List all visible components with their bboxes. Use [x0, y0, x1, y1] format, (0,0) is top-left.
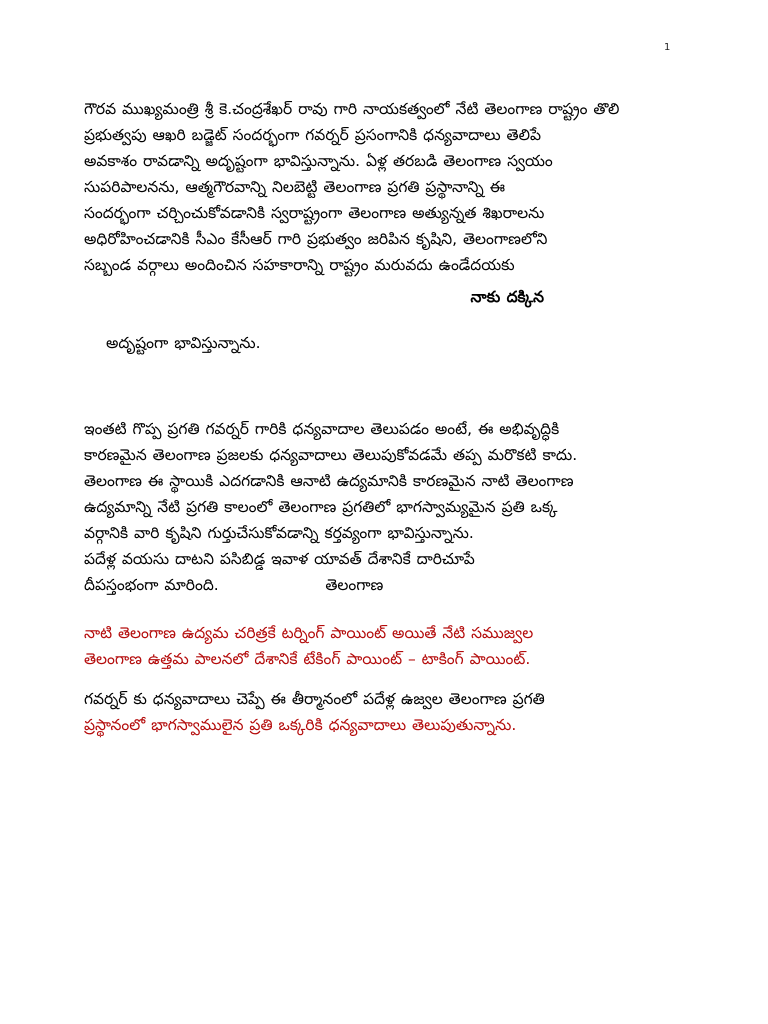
text-line: తెలంగాణ ఈ స్థాయికి ఎదగడానికి ఆనాటి ఉద్యమానికి కారణమైన నాటి తెలంగాణ [84, 472, 574, 490]
text-line: ప్రస్థానంలో భాగస్వాములైన ప్రతి ఒక్కరికి ధన్యవాదాలు తెలుపుతున్నాను. [84, 716, 517, 734]
text-line: ఇంతటి గొప్ప ప్రగతి గవర్నర్ గారికి ధన్యవాదాల తెలుపడం అంటే, ఈ అభివృద్ధికి [84, 420, 560, 438]
paragraph-highlight-red [84, 620, 684, 672]
text-line: ఉద్యమాన్ని నేటి ప్రగతి కాలంలో తెలంగాణ ప్రగతిలో భాగస్వామ్యమైన ప్రతి ఒక్క [84, 498, 558, 516]
text-line: పదేళ్ల వయసు దాటని పసిబిడ్డ ఇవాళ యావత్ దేశానికే దారిచూపే [84, 550, 475, 568]
page-number: 1 [664, 42, 671, 53]
text-line: అవకాశం రావడాన్ని అదృష్టంగా భావిస్తున్నాను. ఏళ్ల తరబడి తెలంగాణ స్వయం [84, 152, 553, 170]
paragraph-closing [84, 686, 684, 738]
paragraph-thanks [84, 416, 684, 598]
text-line: గవర్నర్ కు ధన్యవాదాలు చెప్పే ఈ తీర్మానంలో పదేళ్ల ఉజ్వల తెలంగాణ ప్రగతి [84, 690, 545, 708]
text-line: వర్గానికి వారి కృషిని గుర్తుచేసుకోవడాన్ని కర్తవ్యంగా భావిస్తున్నాను. [84, 524, 474, 542]
text-line: దీపస్తంభంగా మారింది. తెలంగాణ [84, 576, 384, 594]
text-line: సందర్భంగా చర్చించుకోవడానికి స్వరాష్ట్రంగా తెలంగాణ అత్యున్నత శిఖరాలను [84, 204, 545, 222]
text-line: అధిరోహించడానికి సీఎం కేసీఆర్ గారి ప్రభుత్వం జరిపిన కృషిని, తెలంగాణలోని [84, 230, 548, 248]
text-line: గౌరవ ముఖ్యమంత్రి శ్రీ కె.చంద్రశేఖర్ రావు గారి నాయకత్వంలో నేటి తెలంగాణ రాష్ట్రం తొలి [84, 100, 620, 118]
text-line-centered: నాకు దక్కిన [470, 288, 544, 306]
document-body [84, 96, 684, 738]
text-line: సుపరిపాలనను, ఆత్మగౌరవాన్ని నిలబెట్టి తెలంగాణ ప్రగతి ప్రస్థానాన్ని ఈ [84, 178, 506, 196]
text-line: నాటి తెలంగాణ ఉద్యమ చరిత్రకే టర్నింగ్ పాయింట్ అయితే నేటి సముజ్వల [84, 624, 534, 642]
text-line: సబ్బండ వర్గాలు అందించిన సహకారాన్ని రాష్ట్రం మరువదు ఉండేదయకు [84, 256, 515, 274]
text-line: ప్రభుత్వపు ఆఖరి బడ్జెట్ సందర్భంగా గవర్నర్ ప్రసంగానికి ధన్యవాదాలు తెలిపే [84, 126, 541, 144]
text-line: తెలంగాణ ఉత్తమ పాలనలో దేశానికే టేకింగ్ పాయింట్ – టాకింగ్ పాయింట్. [84, 650, 531, 668]
paragraph-intro-end: అదృష్టంగా భావిస్తున్నాను. [106, 334, 261, 352]
text-line: కారణమైన తెలంగాణ ప్రజలకు ధన్యవాదాలు తెలుపుకోవడమే తప్ప మరొకటి కాదు. [84, 446, 578, 464]
paragraph-intro [84, 96, 684, 310]
